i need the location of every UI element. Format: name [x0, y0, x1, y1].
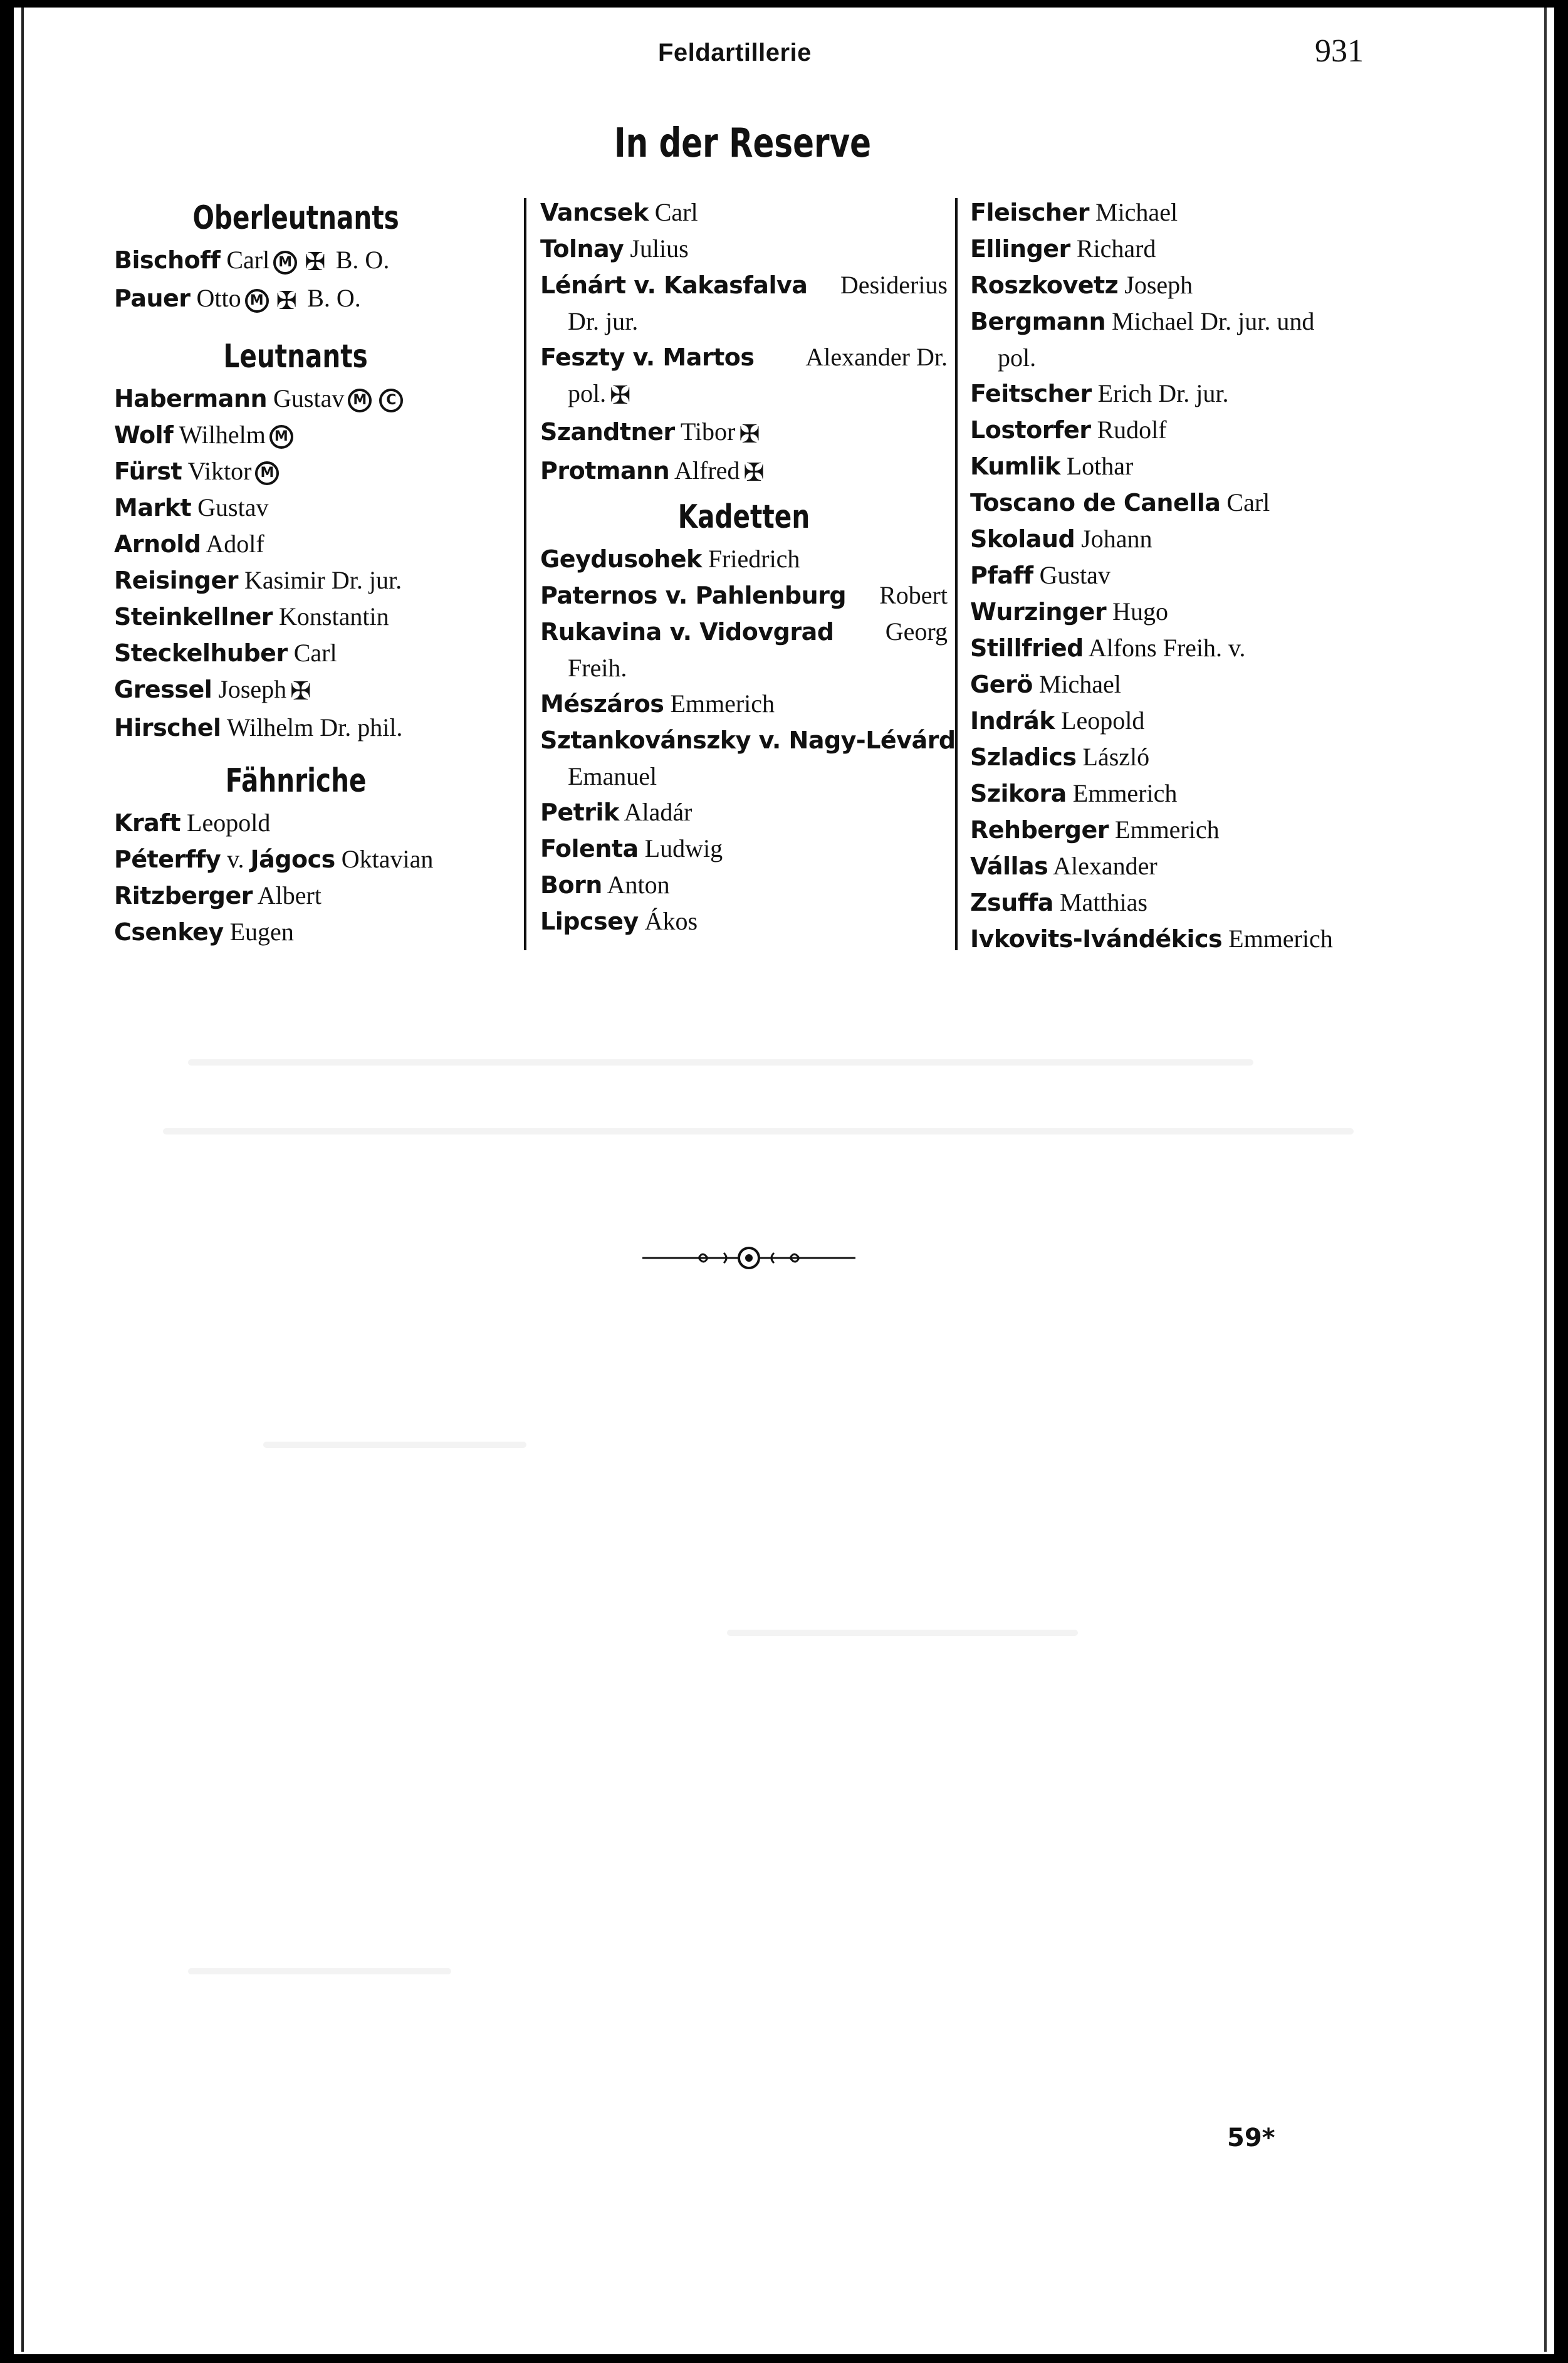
entry-given-name: Carl [1226, 488, 1270, 516]
entry-surname: Péterffy [114, 845, 221, 873]
entry-surname: Szandtner [540, 418, 675, 446]
entry-given-name: Carl [293, 638, 337, 667]
list-item [970, 666, 1396, 703]
entry-surname: Gerö [970, 671, 1033, 698]
entry-surname: Lostorfer [970, 416, 1091, 444]
list-item [540, 722, 956, 794]
entry-given-name: Lothar [1066, 452, 1134, 480]
list-item [970, 739, 1396, 775]
entry-given-name: Michael Dr. jur. und [1112, 307, 1315, 335]
list-item [970, 848, 1396, 884]
entry-surname: Szladics [970, 743, 1077, 771]
entry-surname: Roszkovetz [970, 271, 1119, 299]
entry-surname: Bergmann [970, 308, 1106, 335]
group-heading: Leutnants [223, 337, 368, 375]
list-item [540, 577, 948, 614]
list-item [970, 775, 1396, 812]
list-item [970, 521, 1396, 557]
list-item [970, 267, 1396, 303]
entry-given-name: Gustav [1039, 561, 1111, 589]
entry-given-name: Gustav [273, 384, 345, 412]
entry-surname: Petrik [540, 798, 619, 826]
list-item [114, 635, 478, 671]
cross-decoration-icon: ✠ [739, 419, 760, 449]
list-item [970, 557, 1396, 594]
entry-surname: Wurzinger [970, 598, 1107, 626]
entry-surname: Indrák [970, 707, 1055, 735]
entry-surname: Geydusohek [540, 545, 702, 573]
entry-given-name: Oktavian [341, 844, 434, 873]
list-item [970, 594, 1396, 630]
entry-given-name: Wilhelm Dr. phil. [226, 713, 403, 741]
entry-surname: Lénárt v. Kakasfalva [540, 271, 808, 299]
entry-continuation: Freih. [568, 653, 627, 682]
entry-given-name: Emmerich [670, 689, 775, 718]
list-item [114, 490, 478, 526]
page-gutter-line-right [1544, 8, 1547, 2352]
entry-given-name: Carl [226, 246, 270, 274]
list-item [970, 412, 1396, 448]
entry-surname: Vállas [970, 852, 1048, 880]
entry-given-name: Robert [879, 580, 948, 609]
list-item [970, 194, 1396, 231]
entry-surname: Tolnay [540, 235, 624, 263]
entry-given-name: Wilhelm [179, 420, 266, 449]
entry-surname: Steinkellner [114, 602, 273, 631]
list-item [114, 380, 478, 417]
list-item [970, 448, 1396, 485]
entry-list [540, 194, 948, 491]
entry-surname: Hirschel [114, 713, 221, 741]
list-item [970, 375, 1396, 412]
list-item [540, 794, 948, 830]
entry-surname: Feitscher [970, 380, 1092, 407]
page-gutter-line-left [21, 8, 24, 2352]
page-border-left [0, 0, 14, 2363]
entry-given-name: Ludwig [644, 834, 723, 862]
entry-given-name: Tibor [680, 417, 736, 446]
group-heading: Oberleutnants [192, 199, 399, 237]
page-border-right [1554, 0, 1568, 2363]
group-heading: Fähnriche [225, 762, 367, 800]
entry-list [114, 805, 478, 950]
show-through-mark [163, 1128, 1354, 1134]
entry-surname: Markt [114, 493, 192, 521]
page-border-top [0, 0, 1568, 8]
list-item [970, 303, 1396, 375]
list-item [540, 903, 948, 940]
group-heading: Kadetten [677, 498, 810, 536]
entry-surname: Fleischer [970, 199, 1089, 226]
list-item [114, 562, 478, 599]
show-through-mark [188, 1968, 451, 1974]
entry-given-name: Aladár [624, 797, 693, 826]
entry-given-name: Carl [654, 198, 698, 226]
entry-surname: Ivkovits-Ivándékics [970, 925, 1223, 953]
entry-surname: Wolf [114, 421, 174, 449]
entry-given-name: Alfred [674, 456, 740, 485]
entry-given-name: Emmerich [1115, 815, 1220, 844]
list-item [114, 599, 478, 635]
entry-list [540, 541, 956, 940]
entry-particle: v. [227, 844, 251, 873]
column-divider [955, 198, 958, 950]
cross-decoration-icon: ✠ [305, 248, 326, 277]
list-item [970, 231, 1396, 267]
list-item [540, 867, 948, 903]
list-item [114, 914, 478, 950]
list-item [114, 453, 478, 490]
entry-given-name: Johann [1081, 525, 1152, 553]
list-item [114, 280, 478, 318]
list-item [114, 526, 478, 562]
list-item [114, 841, 478, 878]
entry-surname: Gressel [114, 675, 212, 703]
entry-surname: Skolaud [970, 525, 1075, 553]
entry-continuation: pol. [998, 343, 1037, 372]
entry-surname: Steckelhuber [114, 639, 288, 667]
list-item [540, 686, 948, 722]
entry-given-name: Michael [1038, 670, 1121, 698]
entry-surname: Kraft [114, 809, 181, 837]
entry-surname: Bischoff [114, 246, 221, 274]
entry-surname: Rukavina v. Vidovgrad [540, 617, 834, 646]
list-item [114, 417, 478, 453]
section-title: In der Reserve [614, 120, 871, 167]
entry-given-name: Emmerich [1072, 779, 1178, 807]
entry-given-name: Joseph [218, 674, 287, 703]
entry-given-name: Albert [257, 881, 321, 909]
entry-continuation: pol. [568, 379, 607, 407]
entry-surname: Folenta [540, 834, 639, 862]
entry-surname: Ritzberger [114, 881, 253, 909]
entry-surname: Mészáros [540, 689, 664, 718]
list-item [114, 805, 478, 841]
entry-continuation: Dr. jur. [568, 307, 639, 335]
page-border-bottom [0, 2354, 1568, 2363]
entry-surname: Lipcsey [540, 907, 639, 935]
entry-surname: Habermann [114, 384, 268, 412]
medal-m-icon: M [269, 425, 293, 449]
entry-given-name: Friedrich [708, 544, 800, 573]
list-item [114, 710, 478, 746]
entry-given-name: Leopold [1061, 706, 1145, 735]
column-3 [970, 194, 1396, 957]
entry-given-name: Alexander Dr. [805, 343, 948, 371]
column-2 [540, 194, 956, 940]
entry-surname: Csenkey [114, 918, 224, 946]
entry-surname: Arnold [114, 530, 201, 558]
entry-given-name: Adolf [206, 529, 264, 558]
list-item [970, 703, 1396, 739]
column-1 [114, 194, 478, 950]
running-head: Feldartillerie [658, 39, 812, 66]
page-number: 931 [1315, 33, 1364, 69]
medal-m-icon: M [245, 289, 269, 313]
entry-given-name: Desiderius [840, 271, 948, 299]
entry-surname: Jágocs [250, 845, 335, 873]
entry-given-name: Konstantin [279, 602, 389, 631]
list-item [114, 878, 478, 914]
show-through-mark [188, 1059, 1253, 1066]
list-item [540, 541, 948, 577]
entry-given-name: Ákos [644, 906, 698, 935]
entry-surname: Pfaff [970, 562, 1033, 589]
entry-suffix: B. O. [335, 246, 390, 274]
entry-surname: Paternos v. Pahlenburg [540, 581, 847, 609]
list-item [114, 671, 478, 710]
entry-given-name: Richard [1076, 234, 1156, 263]
entry-given-name: Michael [1095, 198, 1178, 226]
entry-given-name: Matthias [1059, 888, 1147, 916]
list-item [540, 453, 948, 491]
entry-surname: Ellinger [970, 235, 1070, 263]
list-item [114, 242, 478, 280]
entry-given-name: Julius [630, 234, 689, 263]
list-item [970, 485, 1396, 521]
list-item [970, 884, 1396, 921]
entry-list [114, 242, 478, 319]
entry-surname: Protmann [540, 456, 670, 485]
entry-given-name: Joseph [1124, 271, 1193, 299]
show-through-mark [263, 1442, 526, 1448]
entry-surname: Sztankovánszky v. Nagy-Lévárd [540, 726, 956, 754]
entry-given-name: Erich Dr. jur. [1097, 379, 1229, 407]
entry-given-name: Hugo [1112, 597, 1169, 626]
entry-given-name: Emmerich [1228, 925, 1333, 953]
entry-suffix: B. O. [307, 284, 361, 313]
list-item [970, 921, 1396, 957]
list-item [540, 267, 948, 339]
entry-surname: Kumlik [970, 453, 1060, 480]
list-item [540, 339, 948, 414]
list-item [540, 231, 948, 267]
entry-given-name: Kasimir Dr. jur. [244, 565, 402, 594]
entry-surname: Reisinger [114, 566, 238, 594]
medal-c-icon: C [379, 389, 403, 412]
cross-decoration-icon: ✠ [610, 381, 631, 411]
medal-m-icon: M [255, 461, 279, 485]
entry-given-name: Alexander [1053, 852, 1158, 880]
entry-surname: Stillfried [970, 634, 1084, 662]
entry-surname: Born [540, 871, 602, 899]
entry-surname: Toscano de Canella [970, 489, 1221, 516]
entry-given-name: Alfons Freih. v. [1088, 634, 1246, 662]
list-item [540, 614, 948, 686]
show-through-mark [727, 1630, 1078, 1636]
printer-signature: 59* [1227, 2124, 1275, 2152]
ornament-divider [642, 1244, 855, 1272]
entry-surname: Vancsek [540, 199, 649, 226]
cross-decoration-icon: ✠ [276, 286, 298, 315]
cross-decoration-icon: ✠ [290, 676, 311, 706]
entry-given-name: Rudolf [1097, 416, 1167, 444]
entry-given-name: Gustav [197, 493, 269, 521]
entry-given-name: Georg [885, 617, 948, 646]
list-item [970, 630, 1396, 666]
entry-surname: Feszty v. Martos [540, 343, 755, 371]
list-item [540, 414, 948, 452]
entry-surname: Rehberger [970, 816, 1109, 844]
entry-given-name: Anton [607, 870, 670, 899]
cross-decoration-icon: ✠ [743, 458, 765, 487]
entry-surname: Fürst [114, 457, 182, 485]
entry-given-name: László [1082, 743, 1150, 771]
entry-surname: Zsuffa [970, 889, 1053, 916]
entry-continuation: Emanuel [568, 762, 657, 790]
entry-given-name: Leopold [187, 808, 271, 837]
entry-list [114, 380, 478, 746]
entry-surname: Szikora [970, 780, 1067, 807]
entry-list [970, 194, 1396, 957]
column-divider [524, 198, 526, 950]
medal-m-icon: M [273, 251, 297, 275]
entry-surname: Pauer [114, 285, 191, 313]
list-item [540, 830, 948, 867]
medal-m-icon: M [348, 389, 372, 412]
list-item [970, 812, 1396, 848]
entry-given-name: Eugen [229, 917, 294, 946]
entry-given-name: Viktor [187, 456, 252, 485]
entry-given-name: Otto [196, 284, 241, 313]
list-item [540, 194, 948, 231]
